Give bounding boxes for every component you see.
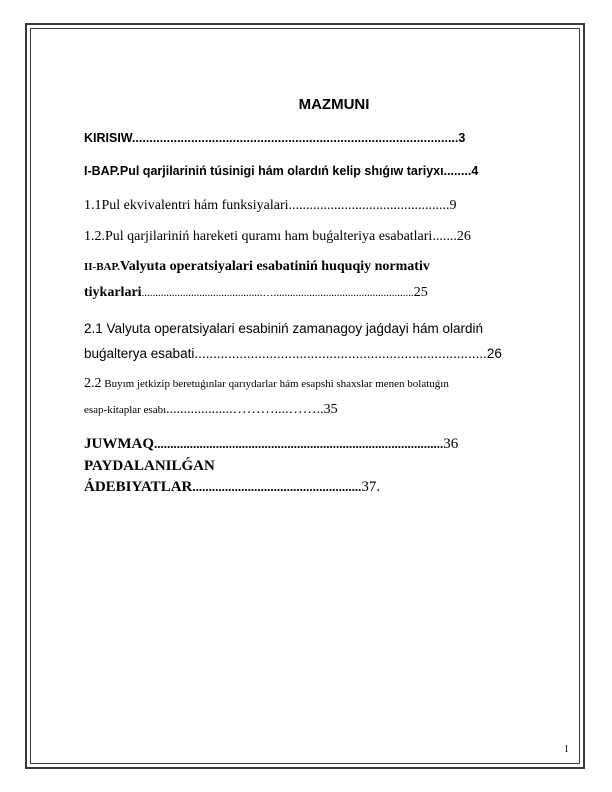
toc-page: 4	[471, 164, 479, 178]
toc-entry-bap1	[84, 164, 478, 178]
toc-entry-2-1-line1	[84, 321, 483, 336]
toc-leader: .......	[432, 229, 457, 244]
toc-leader: .........................................................................................	[154, 436, 444, 451]
toc-entry-2-2-line2	[84, 402, 338, 418]
toc-label: I-BAP.Pul qarjilariniń túsinigi hám olardıń kelip shıǵıw tariyxı	[84, 164, 444, 178]
toc-label-continued: buǵalterya esabati	[84, 346, 195, 361]
toc-entry-kirisiw	[84, 131, 465, 145]
toc-label: 1.2.Pul qarjilariniń hareketi quramı ham buǵalteriya esabatlari	[84, 229, 433, 244]
toc-entry-1-1	[84, 198, 457, 214]
page-number: 1	[564, 744, 569, 755]
toc-leader: ............................................…...................................................	[141, 287, 414, 299]
toc-page: 35	[323, 402, 338, 417]
toc-entry-1-2	[84, 229, 471, 245]
toc-leader: ..............................................................................	[194, 346, 487, 361]
toc-page: 26	[486, 346, 502, 361]
toc-label-continued: tiykarlari	[84, 285, 142, 300]
toc-page: 37.	[361, 479, 381, 495]
toc-label-continued: esap-kitaplar esabı	[84, 404, 167, 416]
toc-label: 1.1Pul ekvivalentri hám funksiyalari	[84, 198, 289, 213]
toc-leader: ....................................................	[192, 479, 362, 494]
toc-entry-2-1-line2	[84, 346, 502, 361]
toc-leader: ...................………....……..	[166, 402, 324, 417]
toc-label: JUWMAQ	[84, 436, 154, 452]
toc-entry-bap2-line2	[84, 285, 428, 301]
toc-label: Valyuta operatsiyalari esabatiniń huquqiy normativ	[119, 259, 430, 274]
toc-number: 2.2	[84, 376, 102, 391]
toc-label: 2.1 Valyuta operatsiyalari esabiniń zamanagoy jaǵdayi hám olardiń	[84, 321, 483, 336]
toc-leader: ..............................................................................................	[131, 131, 459, 145]
toc-page: 25	[413, 285, 428, 300]
toc-page: 36	[443, 436, 459, 452]
toc-label: PAYDALANILǴAN	[84, 458, 215, 474]
toc-entry-juwmaq	[84, 436, 458, 453]
toc-leader: ........	[443, 164, 472, 178]
toc-leader: ..............................................	[288, 198, 450, 213]
toc-page: 26	[456, 229, 471, 244]
toc-label-continued: ÁDEBIYATLAR	[84, 479, 193, 495]
toc-label: Buyım jetkizip beretuǵınlar qarıydarlar hám esapshi shaxslar menen bolatuǵın	[101, 378, 449, 390]
toc-entry-paydalanilgan-line2	[84, 479, 380, 496]
toc-page: 9	[449, 198, 457, 213]
toc-prefix: II-BAP.	[84, 261, 120, 273]
page-title: MAZMUNI	[298, 96, 370, 113]
toc-label: KIRISIW	[84, 131, 132, 145]
toc-page: 3	[458, 131, 466, 145]
toc-entry-2-2-line1	[84, 376, 449, 392]
toc-entry-paydalanilgan-line1	[84, 458, 215, 475]
toc-entry-bap2-line1	[84, 259, 430, 275]
